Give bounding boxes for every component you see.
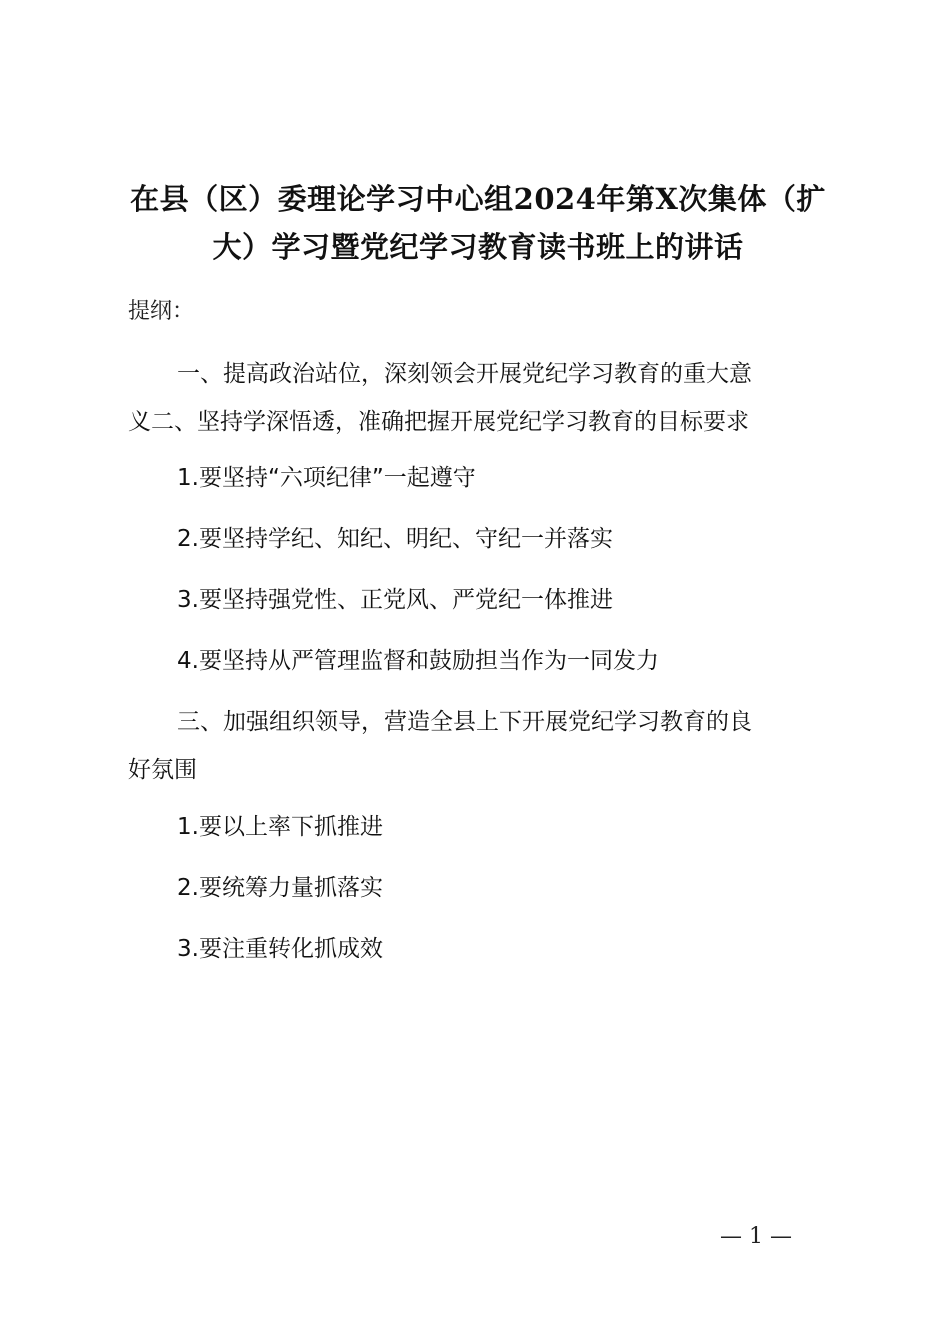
list-item: 3.要注重转化抓成效 [177, 936, 383, 962]
section-3-line-2: 好氛围 [128, 757, 197, 783]
page-number: — 1 — [720, 1224, 792, 1249]
document-title-line-2: 大）学习暨党纪学习教育读书班上的讲话 [212, 230, 744, 264]
list-item: 3.要坚持强党性、正党风、严党纪一体推进 [177, 587, 613, 613]
list-item: 2.要统筹力量抓落实 [177, 875, 383, 901]
document-title-line-1: 在县（区）委理论学习中心组2024年第X次集体（扩 [130, 182, 826, 216]
list-item: 2.要坚持学纪、知纪、明纪、守纪一并落实 [177, 526, 613, 552]
outline-label: 提纲： [128, 299, 195, 324]
section-1-line-1: 一、提高政治站位，深刻领会开展党纪学习教育的重大意 [177, 361, 752, 387]
section-1-line-2: 义二、坚持学深悟透，准确把握开展党纪学习教育的目标要求 [128, 409, 749, 435]
list-item: 1.要以上率下抓推进 [177, 814, 383, 840]
list-item: 1.要坚持“六项纪律”一起遵守 [177, 465, 476, 491]
section-3-line-1: 三、加强组织领导，营造全县上下开展党纪学习教育的良 [177, 709, 752, 735]
list-item: 4.要坚持从严管理监督和鼓励担当作为一同发力 [177, 648, 659, 674]
section-1-paragraph [128, 352, 833, 444]
section-3-paragraph [128, 700, 833, 792]
